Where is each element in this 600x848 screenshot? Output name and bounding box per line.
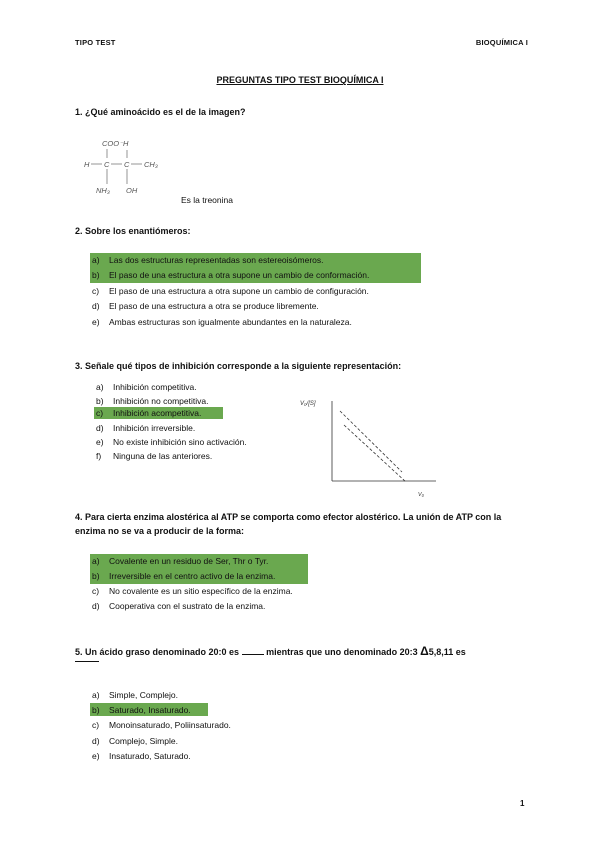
plot-x-label: V₀: [418, 492, 424, 498]
q5-option-d: d) Complejo, Simple.: [92, 736, 178, 746]
q4-option-c: c) No covalente es un sitio específico de la enzima.: [92, 586, 293, 596]
question-5: 5. Un ácido graso denominado 20:0 es mientras que uno denominado 20:3 Δ5,8,11 es: [75, 644, 466, 658]
q3-option-d: d) Inhibición irreversible.: [96, 423, 196, 433]
header-right: BIOQUÍMICA I: [475, 38, 528, 47]
page-number: 1: [520, 799, 525, 808]
plot-y-label: V₀/[S]: [300, 401, 316, 407]
question-1: 1. ¿Qué aminoácido es el de la imagen?: [75, 107, 246, 117]
q3-option-b: b) Inhibición no competitiva.: [96, 396, 209, 406]
sketch-top: COO⁻H: [102, 139, 129, 148]
q3-option-e: e) No existe inhibición sino activación.: [96, 437, 247, 447]
q5-option-e: e) Insaturado, Saturado.: [92, 751, 191, 761]
q5-option-c: c) Monoinsaturado, Poliinsaturado.: [92, 720, 231, 730]
q3-option-f: f) Ninguna de las anteriores.: [96, 451, 213, 461]
q2-option-e: e) Ambas estructuras son igualmente abundantes en la naturaleza.: [92, 317, 352, 327]
q3-option-c: c) Inhibición acompetitiva.: [96, 408, 202, 418]
sketch-bottom-right: OH: [126, 186, 138, 195]
question-2: 2. Sobre los enantiómeros:: [75, 226, 191, 236]
q5-option-b: b) Saturado, Insaturado.: [92, 705, 191, 715]
sketch-bottom-left: NH₃: [96, 186, 110, 195]
q4-option-d: d) Cooperativa con el sustrato de la enzima.: [92, 601, 266, 611]
question-3: 3. Señale qué tipos de inhibición corresponde a la siguiente representación:: [75, 361, 402, 371]
q5-blank-2: [75, 661, 99, 662]
q2-option-b: b) El paso de una estructura a otra supone un cambio de conformación.: [92, 270, 370, 280]
q5-blank-1: [242, 646, 264, 655]
sketch-left: H: [84, 160, 90, 169]
page-title: PREGUNTAS TIPO TEST BIOQUÍMICA I: [216, 75, 384, 85]
amino-acid-sketch: [82, 136, 182, 198]
q4-option-a: a) Covalente en un residuo de Ser, Thr o Tyr.: [92, 556, 269, 566]
q5-option-a: a) Simple, Complejo.: [92, 690, 178, 700]
q2-option-a: a) Las dos estructuras representadas son estereoisómeros.: [92, 255, 324, 265]
question-4-line-2: enzima no se va a producir de la forma:: [75, 526, 245, 536]
q2-option-c: c) El paso de una estructura a otra supone un cambio de configuración.: [92, 286, 369, 296]
q3-option-a: a) Inhibición competitiva.: [96, 382, 197, 392]
header-left: TIPO TEST: [75, 38, 116, 47]
q2-option-d: d) El paso de una estructura a otra se produce libremente.: [92, 301, 319, 311]
svg-text:C: C: [104, 160, 110, 169]
inhibition-plot: [300, 393, 450, 501]
q4-option-b: b) Irreversible en el centro activo de la enzima.: [92, 571, 276, 581]
plot-line-inhibited: [344, 425, 406, 482]
plot-line-control: [340, 411, 402, 472]
sketch-right: CH₃: [144, 160, 158, 169]
delta-symbol: Δ: [420, 644, 429, 658]
svg-text:C: C: [124, 160, 130, 169]
question-1-answer: Es la treonina: [181, 195, 233, 205]
question-4-line-1: 4. Para cierta enzima alostérica al ATP se comporta como efector alostérico. La unión de ATP con la: [75, 512, 502, 522]
